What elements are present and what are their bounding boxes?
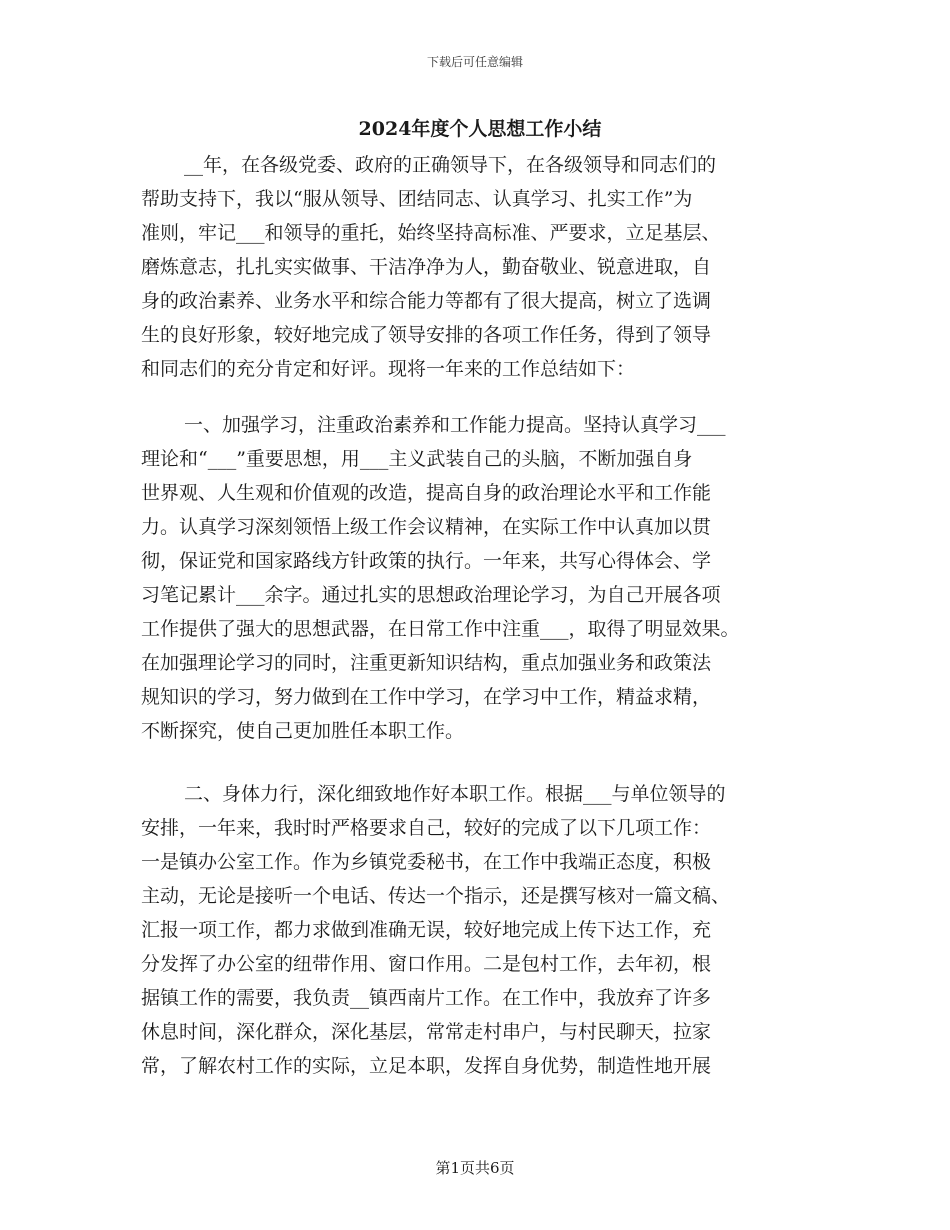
text-line: 生的良好形象，较好地完成了领导安排的各项工作任务，得到了领导 [141, 324, 712, 346]
text-line: 彻，保证党和国家路线方针政策的执行。一年来，共写心得体会、学 [141, 550, 712, 572]
text-line: 常，了解农村工作的实际，立足本职，发挥自身优势，制造性地开展 [141, 1055, 712, 1077]
text-line: 汇报一项工作，都力求做到准确无误，较好地完成上传下达工作，充 [141, 919, 712, 941]
text-line: 不断探究，使自己更加胜任本职工作。 [141, 720, 465, 742]
text-line: 身的政治素养、业务水平和综合能力等都有了很大提高，树立了选调 [141, 290, 712, 312]
text-line: 准则，牢记___和领导的重托，始终坚持高标准、严要求，立足基层、 [141, 222, 721, 244]
text-line: 一、加强学习，注重政治素养和工作能力提高。坚持认真学习___ [184, 414, 726, 436]
text-line: 主动，无论是接听一个电话、传达一个指示，还是撰写核对一篇文稿、 [141, 885, 731, 907]
text-line: 力。认真学习深刻领悟上级工作会议精神，在实际工作中认真加以贯 [141, 516, 712, 538]
text-line: 世界观、人生观和价值观的改造，提高自身的政治理论水平和工作能 [141, 482, 712, 504]
text-line: 分发挥了办公室的纽带作用、窗口作用。二是包村工作，去年初，根 [141, 953, 712, 975]
text-line: 安排，一年来，我时时严格要求自己，较好的完成了以下几项工作： [141, 817, 712, 839]
document-title: 2024年度个人思想工作小结 [358, 118, 602, 140]
page-footer: 第1页共6页 [435, 1159, 515, 1177]
text-line: 规知识的学习，努力做到在工作中学习，在学习中工作，精益求精， [141, 686, 712, 708]
text-line: 休息时间，深化群众，深化基层，常常走村串户，与村民聊天，拉家 [141, 1021, 712, 1043]
text-line: 理论和“___”重要思想，用___主义武装自己的头脑，不断加强自身 [141, 448, 693, 470]
text-line: 帮助支持下，我以“服从领导、团结同志、认真学习、扎实工作”为 [141, 188, 693, 210]
text-line: 和同志们的充分肯定和好评。现将一年来的工作总结如下： [141, 358, 636, 380]
text-line: __年，在各级党委、政府的正确领导下，在各级领导和同志们的 [184, 154, 717, 176]
text-line: 习笔记累计___余字。通过扎实的思想政治理论学习，为自己开展各项 [141, 584, 721, 606]
text-line: 磨炼意志，扎扎实实做事、干洁净净为人，勤奋敬业、锐意进取，自 [141, 256, 712, 278]
header-note: 下载后可任意编辑 [426, 55, 523, 69]
text-line: 工作提供了强大的思想武器，在日常工作中注重___，取得了明显效果。 [141, 618, 740, 640]
text-line: 在加强理论学习的同时，注重更新知识结构，重点加强业务和政策法 [141, 652, 712, 674]
text-line: 据镇工作的需要，我负责__镇西南片工作。在工作中，我放弃了许多 [141, 987, 712, 1009]
text-line: 二、身体力行，深化细致地作好本职工作。根据___与单位领导的 [184, 783, 726, 805]
text-line: 一是镇办公室工作。作为乡镇党委秘书，在工作中我端正态度，积极 [141, 851, 712, 873]
